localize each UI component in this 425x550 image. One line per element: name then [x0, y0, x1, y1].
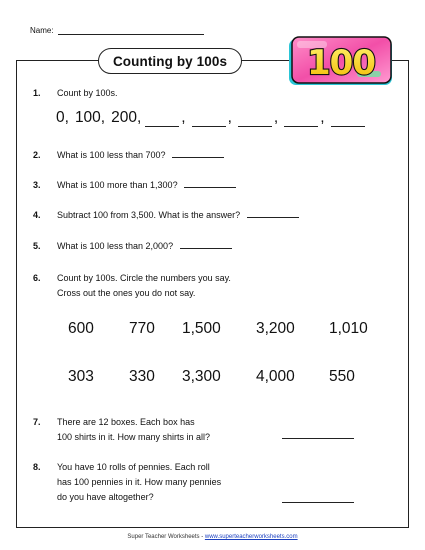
sequence-blank[interactable]: [238, 113, 272, 127]
sequence-blank[interactable]: [192, 113, 226, 127]
name-row: [30, 26, 204, 35]
grid-number[interactable]: 600: [68, 320, 94, 337]
question-number: 4.: [33, 210, 41, 220]
question-text: What is 100 less than 2,000?: [57, 241, 174, 251]
question-text: There are 12 boxes. Each box has: [57, 417, 195, 427]
grid-number[interactable]: 303: [68, 368, 94, 385]
answer-blank[interactable]: [282, 438, 354, 439]
footer-link[interactable]: www.superteacherworksheets.com: [204, 534, 298, 540]
grid-number[interactable]: 330: [129, 368, 155, 385]
question-number: 5.: [33, 241, 41, 251]
question-text: Count by 100s. Circle the numbers you say.: [57, 273, 231, 283]
question-number: 8.: [33, 462, 41, 472]
sequence-comma: ,: [227, 109, 232, 126]
sequence-blank[interactable]: [145, 113, 179, 127]
question-number: 6.: [33, 273, 41, 283]
sequence-comma: ,: [181, 109, 186, 126]
sequence-comma: ,: [273, 109, 279, 126]
sequence-value: 200,: [111, 109, 142, 126]
grid-number[interactable]: 770: [129, 320, 155, 337]
question-number: 2.: [33, 150, 41, 160]
sequence-value: 0,: [56, 109, 69, 126]
question-text: Cross out the ones you do not say.: [57, 288, 196, 298]
grid-number[interactable]: 3,300: [182, 368, 221, 385]
question-text: has 100 pennies in it. How many pennies: [57, 477, 222, 487]
question-text: You have 10 rolls of pennies. Each roll: [57, 462, 210, 472]
badge-text: 100: [307, 43, 375, 83]
question-text: What is 100 less than 700?: [57, 150, 166, 160]
sequence-blank[interactable]: [331, 113, 365, 127]
answer-blank[interactable]: [282, 502, 354, 503]
question-text: Count by 100s.: [57, 88, 118, 98]
answer-blank[interactable]: [247, 209, 299, 218]
question-text: What is 100 more than 1,300?: [57, 180, 178, 190]
question-number: 1.: [33, 88, 41, 98]
answer-blank[interactable]: [180, 240, 232, 249]
footer: [0, 534, 425, 540]
answer-blank[interactable]: [184, 179, 236, 188]
answer-blank[interactable]: [172, 149, 224, 158]
grid-number[interactable]: 550: [329, 368, 355, 385]
grid-number[interactable]: 3,200: [256, 320, 295, 337]
question-text: Subtract 100 from 3,500. What is the answer?: [57, 210, 241, 220]
question-number: 7.: [33, 417, 41, 427]
sequence-comma: ,: [320, 109, 325, 126]
sequence-value: 100,: [74, 109, 106, 126]
worksheet-title-text: Counting by 100s: [112, 53, 228, 69]
question-number: 3.: [33, 180, 41, 190]
grid-number[interactable]: 1,500: [182, 320, 221, 337]
question-text: do you have altogether?: [57, 492, 154, 502]
grid-number[interactable]: 4,000: [256, 368, 295, 385]
grid-number[interactable]: 1,010: [329, 320, 368, 337]
worksheet-title: [98, 48, 242, 74]
name-input-line[interactable]: [58, 27, 204, 35]
footer-text: Super Teacher Worksheets -: [127, 534, 205, 540]
count-sequence: [56, 109, 367, 127]
name-label: Name:: [30, 26, 54, 35]
badge-100-icon: [287, 35, 395, 89]
question-text: 100 shirts in it. How many shirts in all?: [57, 432, 211, 442]
sequence-blank[interactable]: [284, 113, 318, 127]
